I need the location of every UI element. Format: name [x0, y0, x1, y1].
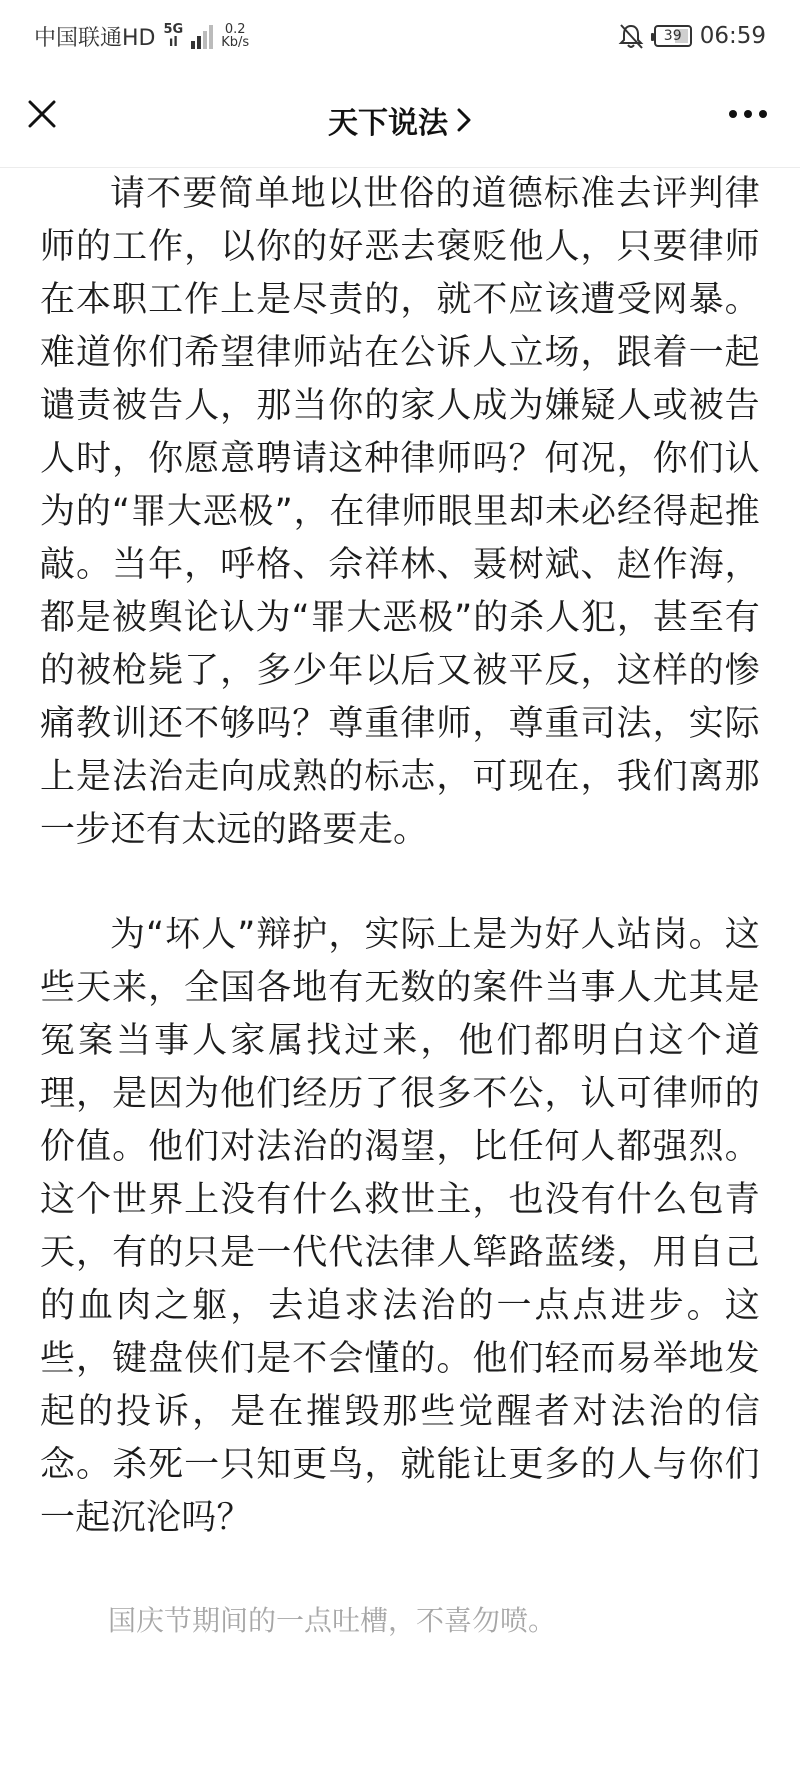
notifications-off-icon: [616, 21, 646, 51]
network-speed-value: 0.2: [224, 22, 246, 37]
close-button[interactable]: [22, 94, 62, 134]
carrier-name: 中国联通HD: [34, 25, 156, 51]
nav-bar: [0, 72, 800, 168]
network-activity: ıl: [168, 35, 178, 50]
clock: 06:59: [699, 23, 766, 49]
battery-icon: [654, 25, 692, 47]
chevron-right-icon: [456, 107, 472, 133]
page-title: 天下说法: [328, 105, 448, 141]
signal-strength-icon: [191, 23, 213, 49]
article-footnote: 国庆节期间的一点吐槽，不喜勿喷。: [108, 1604, 557, 1637]
close-icon: [27, 99, 57, 129]
status-bar: [0, 0, 800, 72]
network-type: [163, 23, 183, 49]
article-paragraph: 为“坏人”辩护，实际上是为好人站岗。这些天来，全国各地有无数的案件当事人尤其是冤案当事人家属找过来，他们都明白这个道理，是因为他们经历了很多不公，认可律师的价值。他们对法治的渴望，比任何人都强烈。这个世界上没有什么救世主，也没有什么包青天，有的只是一代代法律人筚路蓝缕，用自己的血肉之躯，去追求法治的一点点进步。这些，键盘侠们是不会懂的。他们轻而易举地发起的投诉，是在摧毁那些觉醒者对法治的信念。杀死一只知更鸟，就能让更多的人与你们一起沉沦吗？: [40, 915, 760, 1538]
status-right: [616, 21, 766, 51]
battery-level: 39: [663, 28, 682, 44]
article-body: [40, 168, 760, 1641]
network-speed-unit: Kb/s: [221, 35, 250, 50]
network-speed: [221, 23, 249, 49]
status-left: [34, 21, 249, 52]
more-options-button[interactable]: [720, 94, 776, 134]
more-icon: [728, 109, 768, 119]
network-generation: 5G: [163, 22, 184, 37]
article-paragraph: 请不要简单地以世俗的道德标准去评判律师的工作，以你的好恶去褒贬他人，只要律师在本职工作上是尽责的，就不应该遭受网暴。难道你们希望律师站在公诉人立场，跟着一起谴责被告人，那当你的家人成为嫌疑人或被告人时，你愿意聘请这种律师吗？何况，你们认为的“罪大恶极”，在律师眼里却未必经得起推敲。当年，呼格、佘祥林、聂树斌、赵作海，都是被舆论认为“罪大恶极”的杀人犯，甚至有的被枪毙了，多少年以后又被平反，这样的惨痛教训还不够吗？尊重律师，尊重司法，实际上是法治走向成熟的标志，可现在，我们离那一步还有太远的路要走。: [40, 174, 760, 850]
account-title-link[interactable]: [328, 98, 472, 142]
